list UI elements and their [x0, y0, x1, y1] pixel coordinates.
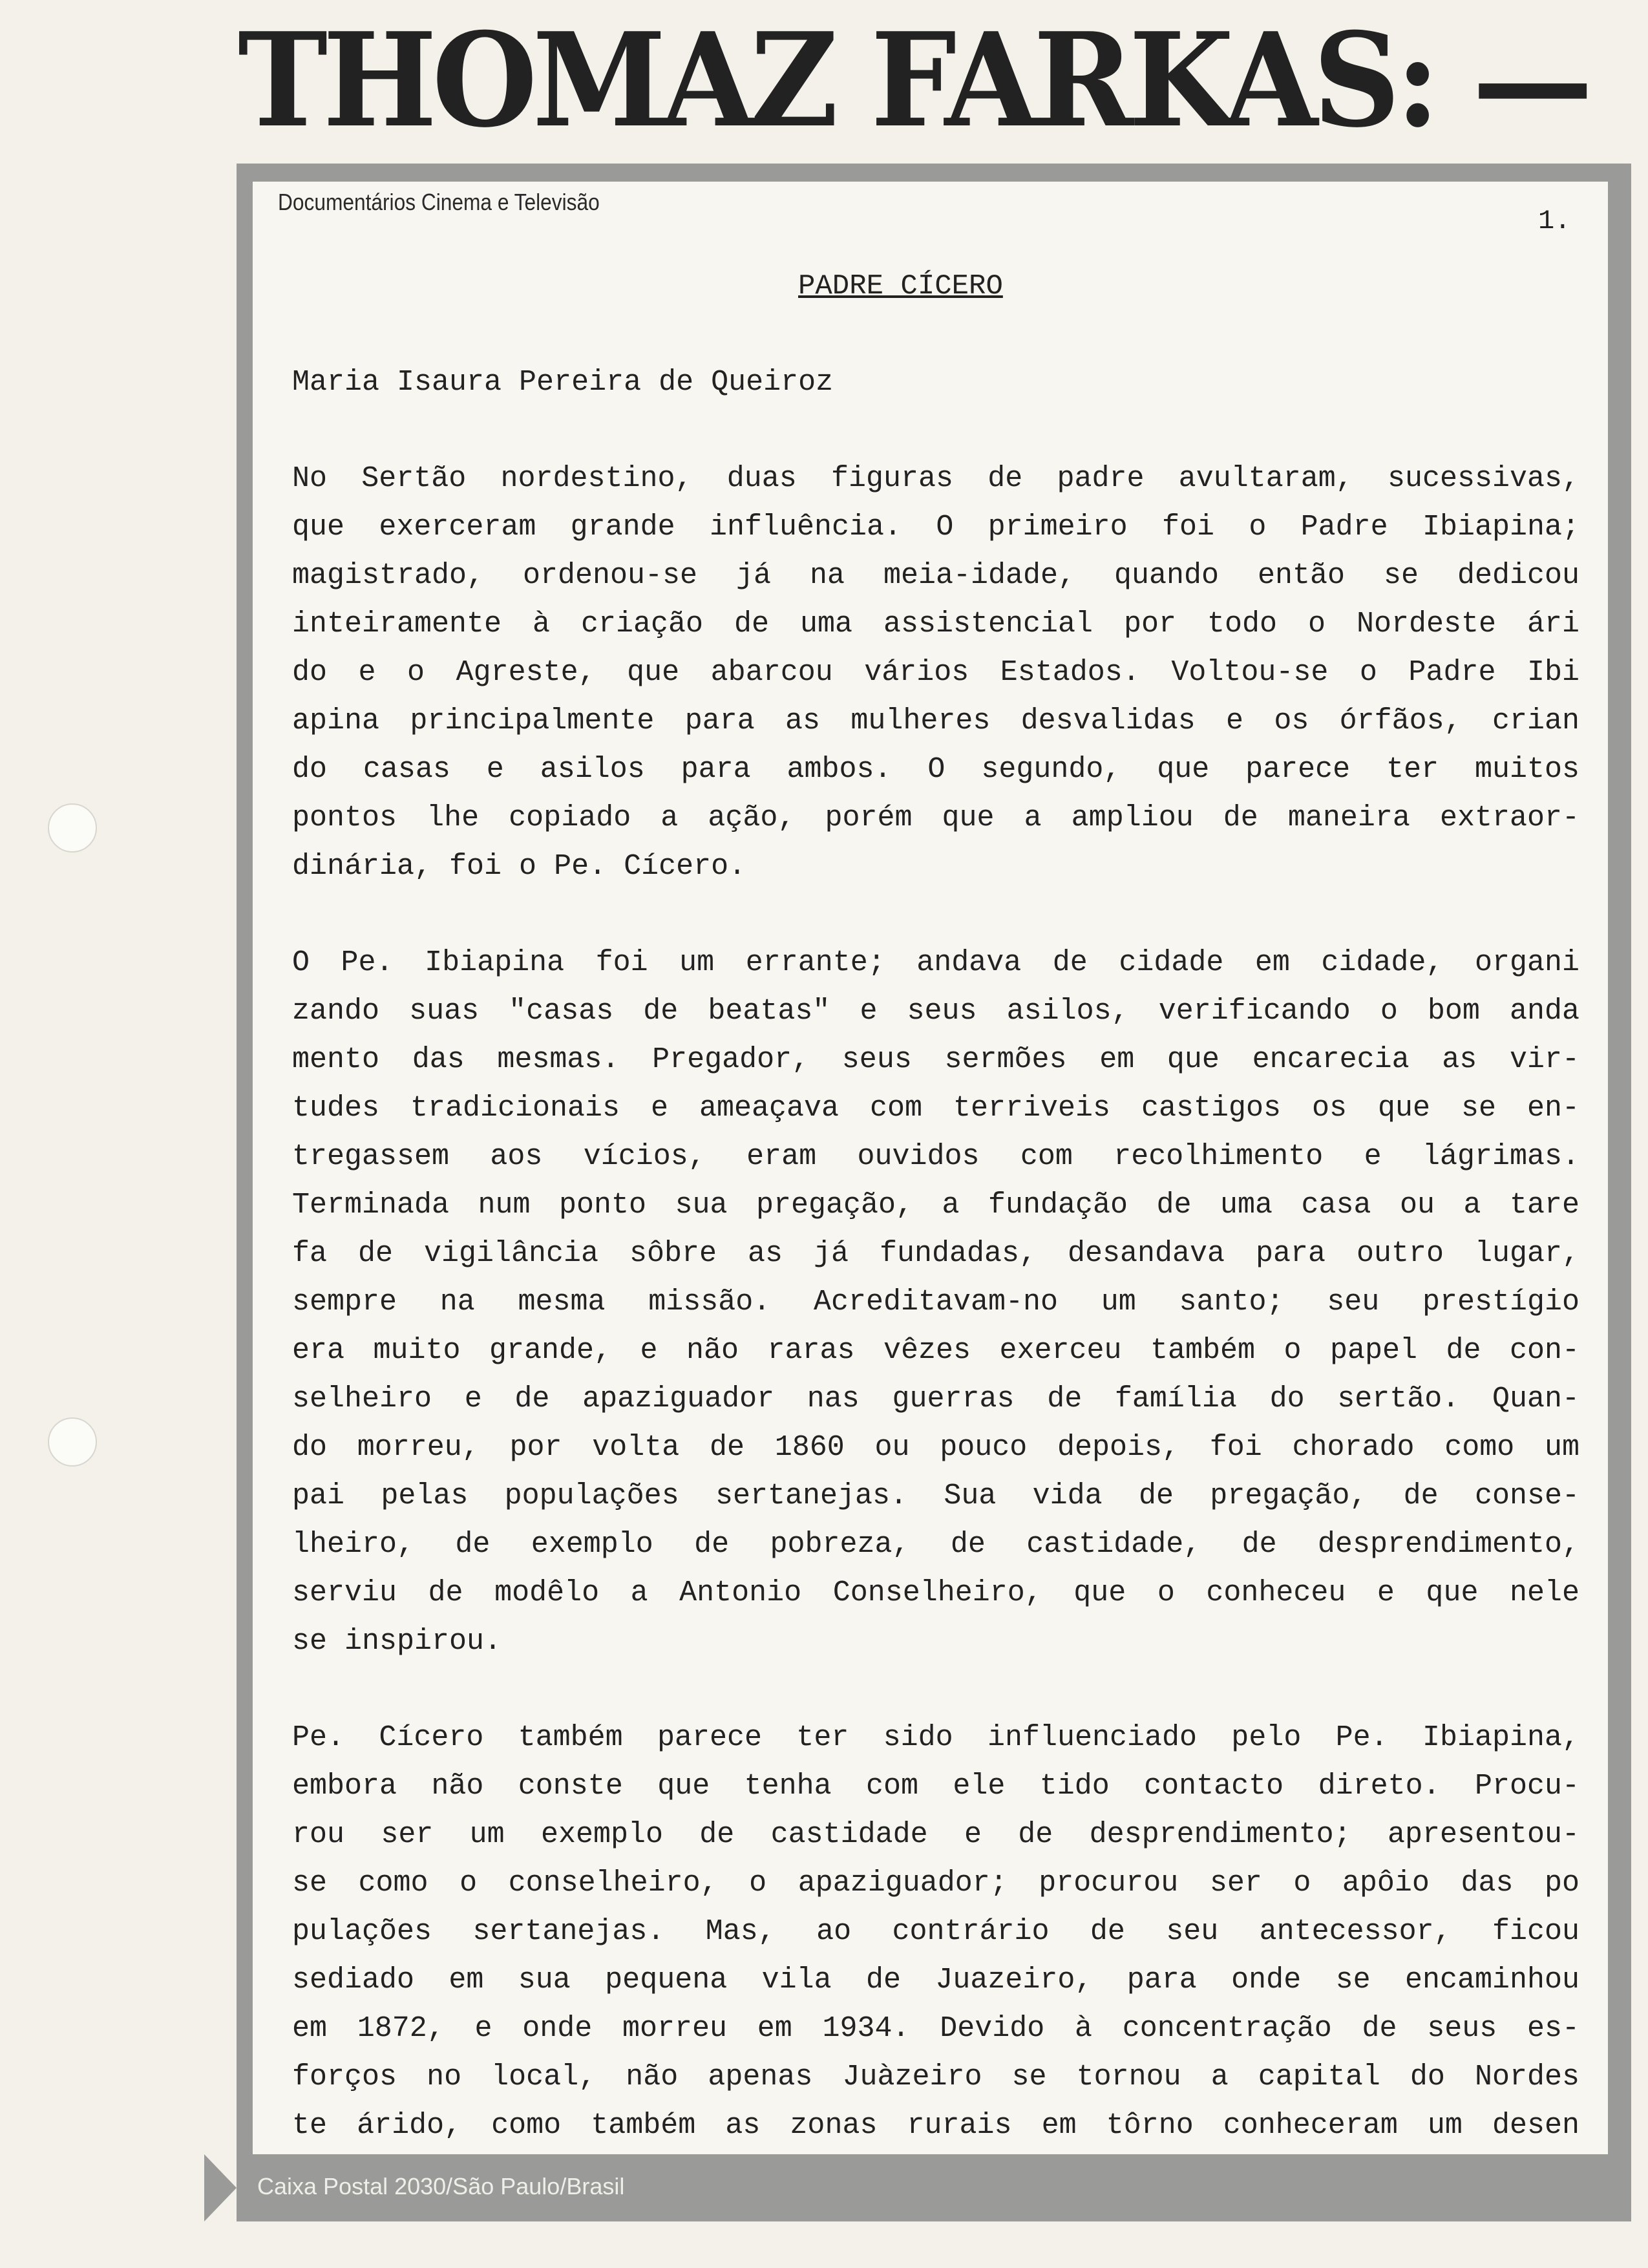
text-line: do e o Agreste, que abarcou vários Estados. Voltou-se o Padre Ibi — [292, 656, 1579, 689]
text-line: selheiro e de apaziguador nas guerras de família do sertão. Quan- — [292, 1383, 1579, 1415]
text-line: pai pelas populações sertanejas. Sua vida de pregação, de conse- — [292, 1479, 1579, 1512]
text-line: pontos lhe copiado a ação, porém que a ampliou de maneira extraor- — [292, 801, 1579, 834]
footer-address: Caixa Postal 2030/São Paulo/Brasil — [257, 2173, 625, 2199]
text-line: dinária, foi o Pe. Cícero. — [292, 850, 746, 883]
text-line: inteiramente à criação de uma assistencial por todo o Nordeste ári — [292, 608, 1579, 641]
text-line: do casas e asilos para ambos. O segundo, que parece ter muitos — [292, 753, 1579, 786]
document-title: PADRE CÍCERO — [798, 270, 1003, 302]
text-line: magistrado, ordenou-se já na meia-idade, quando então se dedicou — [292, 559, 1579, 592]
text-line: Terminada num ponto sua pregação, a fundação de uma casa ou a tare — [292, 1189, 1579, 1222]
text-line: era muito grande, e não raras vêzes exerceu também o papel de con- — [292, 1334, 1579, 1367]
text-line: fa de vigilância sôbre as já fundadas, desandava para outro lugar, — [292, 1237, 1579, 1270]
text-line: se como o conselheiro, o apaziguador; procurou ser o apôio das po — [292, 1867, 1579, 1900]
text-line: embora não conste que tenha com ele tido contacto direto. Procu- — [292, 1770, 1579, 1803]
letterhead-subtitle: Documentários Cinema e Televisão — [278, 189, 600, 215]
text-line: em 1872, e onde morreu em 1934. Devido à concentração de seus es- — [292, 2012, 1579, 2045]
binder-hole-top — [48, 803, 97, 853]
footer-arrow-icon — [204, 2154, 237, 2221]
text-line: No Sertão nordestino, duas figuras de padre avultaram, sucessivas, — [292, 462, 1579, 495]
text-line: se inspirou. — [292, 1625, 502, 1658]
letterhead-brand: THOMAZ FARKAS: — — [238, 5, 1589, 156]
text-line: lheiro, de exemplo de pobreza, de castidade, de desprendimento, — [292, 1528, 1579, 1561]
text-line: O Pe. Ibiapina foi um errante; andava de cidade em cidade, organi — [292, 946, 1579, 979]
text-line: que exerceram grande influência. O primeiro foi o Padre Ibiapina; — [292, 511, 1579, 544]
text-line: sediado em sua pequena vila de Juazeiro, para onde se encaminhou — [292, 1964, 1579, 1997]
text-line: zando suas "casas de beatas" e seus asilos, verificando o bom anda — [292, 995, 1579, 1028]
text-line: tudes tradicionais e ameaçava com terriveis castigos os que se en- — [292, 1092, 1579, 1125]
text-line: rou ser um exemplo de castidade e de desprendimento; apresentou- — [292, 1818, 1579, 1851]
author-name: Maria Isaura Pereira de Queiroz — [292, 366, 834, 399]
text-line: serviu de modêlo a Antonio Conselheiro, que o conheceu e que nele — [292, 1576, 1579, 1609]
binder-hole-bottom — [48, 1417, 97, 1467]
text-line: tregassem aos vícios, eram ouvidos com recolhimento e lágrimas. — [292, 1140, 1579, 1173]
text-line: do morreu, por volta de 1860 ou pouco depois, foi chorado como um — [292, 1431, 1579, 1464]
text-line: mento das mesmas. Pregador, seus sermões em que encarecia as vir- — [292, 1043, 1579, 1076]
page-number: 1. — [1538, 206, 1571, 237]
text-line: sempre na mesma missão. Acreditavam-no um santo; seu prestígio — [292, 1286, 1579, 1319]
text-line: Pe. Cícero também parece ter sido influenciado pelo Pe. Ibiapina, — [292, 1721, 1579, 1754]
text-line: te árido, como também as zonas rurais em tôrno conheceram um desen — [292, 2109, 1579, 2142]
text-line: apina principalmente para as mulheres desvalidas e os órfãos, crian — [292, 705, 1579, 737]
text-line: pulações sertanejas. Mas, ao contrário de seu antecessor, ficou — [292, 1915, 1579, 1948]
text-line: forços no local, não apenas Juàzeiro se tornou a capital do Nordes — [292, 2061, 1579, 2093]
